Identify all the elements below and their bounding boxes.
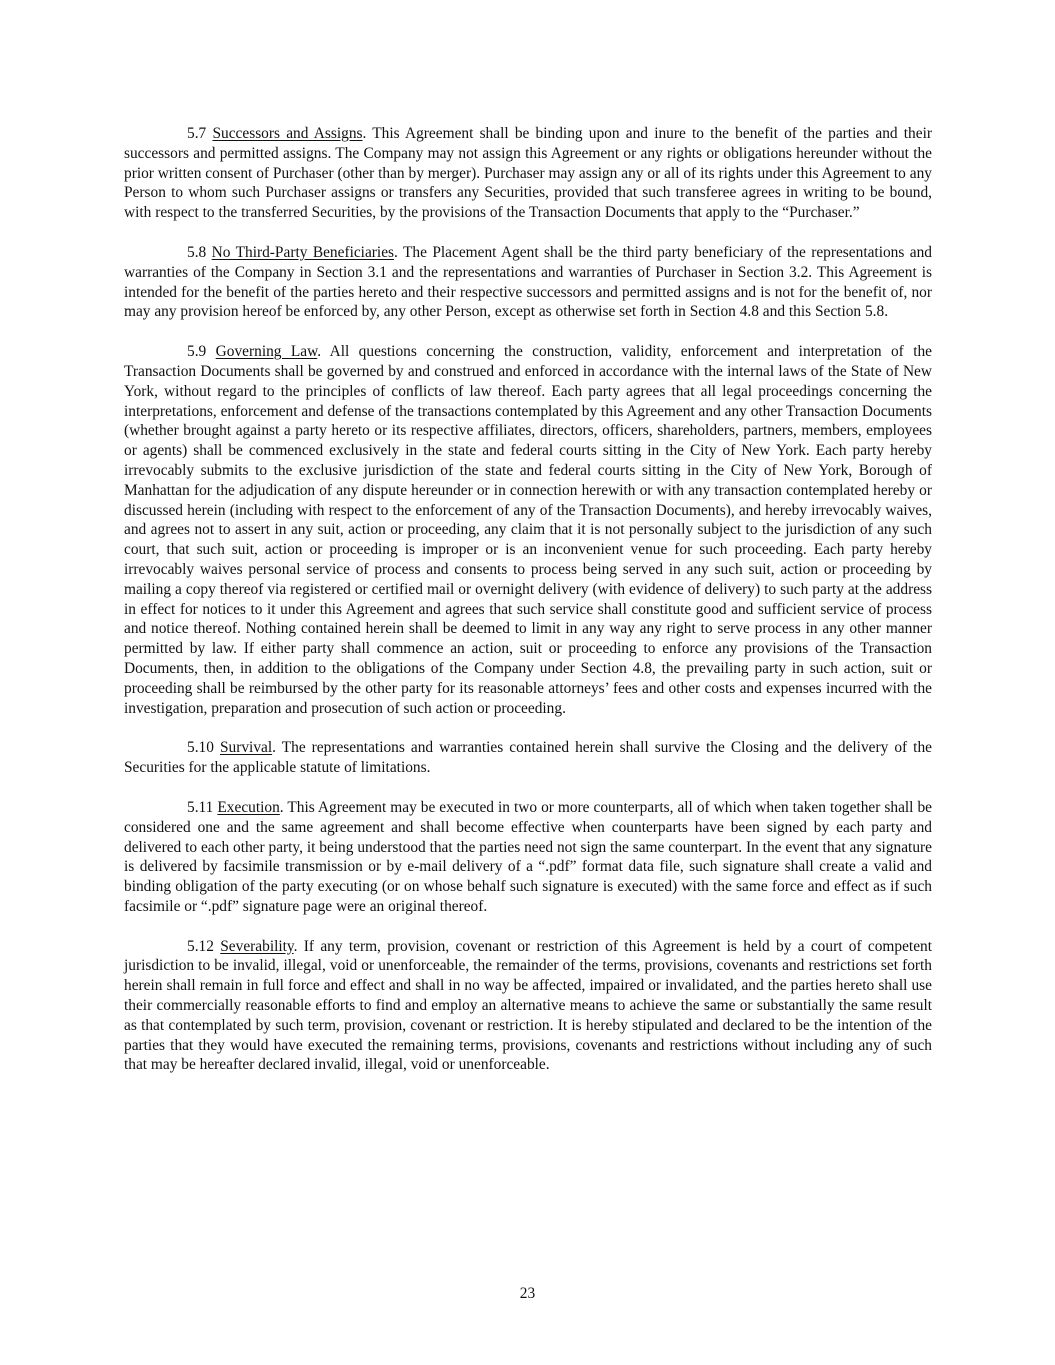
section-number: 5.7 — [187, 125, 207, 142]
section-number: 5.8 — [187, 243, 207, 261]
section-number: 5.10 — [187, 739, 214, 757]
section-number: 5.11 — [187, 798, 214, 816]
section-number: 5.12 — [187, 937, 214, 955]
section-5-10 — [124, 738, 932, 778]
section-body: . The Placement Agent shall be the third party beneficiary of the representations and warranties of the Company in Section 3.1 and the representations and warranties of Purchaser in Section 3.2. This Agreement is intended for the benefit of the parties hereto and their respective successors and permitted assigns and is not for the benefit of, nor may any provision hereof be enforced by, any other Person, except as otherwise set forth in Section 4.8 and this Section 5.8. — [124, 243, 932, 321]
section-body: . The representations and warranties contained herein shall survive the Closing and the delivery of the Securities for the applicable statute of limitations. — [124, 739, 932, 777]
section-5-12 — [124, 937, 932, 1076]
page-number: 23 — [519, 1285, 536, 1302]
section-5-8 — [124, 243, 932, 322]
section-5-11 — [124, 798, 932, 917]
section-heading: Survival — [219, 739, 273, 757]
section-body: . This Agreement shall be binding upon and inure to the benefit of the parties and their successors and permitted assigns. The Company may not assign this Agreement or any rights or obligations hereunder without the prior written consent of Purchaser (other than by merger). Purchaser may assign any or all of its rights under this Agreement to any Person to whom such Purchaser assigns or transfers any Securities, provided that such transferee agrees in writing to be bound, with respect to the transferred Securities, by the provisions of the Transaction Documents that apply to the “Purchaser.” — [124, 125, 932, 222]
section-5-7 — [124, 124, 932, 223]
section-heading: Execution — [217, 798, 280, 816]
section-heading: No Third-Party Beneficiaries — [211, 243, 395, 261]
section-heading: Severability — [220, 937, 294, 955]
section-body: . All questions concerning the construction, validity, enforcement and interpretation of the Transaction Documents shall be governed by and construed and enforced in accordance with the internal laws of the State of New York, without regard to the principles of conflicts of law thereof. Each party agrees that all legal proceedings concerning the interpretations, enforcement and defense of the transactions contemplated by this Agreement and any other Transaction Documents (whether brought against a party hereto or its respective affiliates, directors, officers, shareholders, partners, members, employees or agents) shall be commenced exclusively in the state and federal courts sitting in the City of New York. Each party hereby irrevocably submits to the exclusive jurisdiction of the state and federal courts sitting in the City of New York, Borough of Manhattan for the adjudication of any dispute hereunder or in connection herewith or with any transaction contemplated hereby or discussed herein (including with respect to the enforcement of any of the Transaction Documents), and hereby irrevocably waives, and agrees not to assert in any suit, action or proceeding, any claim that it is not personally subject to the jurisdiction of any such court, that such suit, action or proceeding is improper or is an inconvenient venue for such proceeding. Each party hereby irrevocably waives personal service of process and consents to process being served in any such suit, action or proceeding by mailing a copy thereof via registered or certified mail or overnight delivery (with evidence of delivery) to such party at the address in effect for notices to it under this Agreement and agrees that such service shall constitute good and sufficient service of process and notice thereof. Nothing contained herein shall be deemed to limit in any way any right to serve process in any other manner permitted by law. If either party shall commence an action, suit or proceeding to enforce any provisions of the Transaction Documents, then, in addition to the obligations of the Company under Section 4.8, the prevailing party in such action, suit or proceeding shall be reimbursed by the other party for its reasonable attorneys’ fees and other costs and expenses incurred with the investigation, preparation and prosecution of such action or proceeding. — [124, 343, 932, 717]
document-page — [124, 124, 932, 1095]
section-heading: Successors and Assigns — [212, 125, 363, 142]
section-body: . If any term, provision, covenant or restriction of this Agreement is held by a court of competent jurisdiction to be invalid, illegal, void or unenforceable, the remainder of the terms, provisions, covenants and restrictions set forth herein shall remain in full force and effect and shall in no way be affected, impaired or invalidated, and the parties hereto shall use their commercially reasonable efforts to find and employ an alternative means to achieve the same or substantially the same result as that contemplated by such term, provision, covenant or restriction. It is hereby stipulated and declared to be the intention of the parties that they would have executed the remaining terms, provisions, covenants and restrictions without including any of such that may be hereafter declared invalid, illegal, void or unenforceable. — [124, 937, 932, 1074]
section-body: . This Agreement may be executed in two or more counterparts, all of which when taken together shall be considered one and the same agreement and shall become effective when counterparts have been signed by each party and delivered to each other party, it being understood that the parties need not sign the same counterpart. In the event that any signature is delivered by facsimile transmission or by e-mail delivery of a “.pdf” format data file, such signature shall create a valid and binding obligation of the party executing (or on whose behalf such signature is executed) with the same force and effect as if such facsimile or “.pdf” signature page were an original thereof. — [124, 798, 932, 915]
section-number: 5.9 — [187, 343, 207, 361]
section-heading: Governing Law — [215, 343, 318, 361]
section-5-9 — [124, 342, 932, 718]
